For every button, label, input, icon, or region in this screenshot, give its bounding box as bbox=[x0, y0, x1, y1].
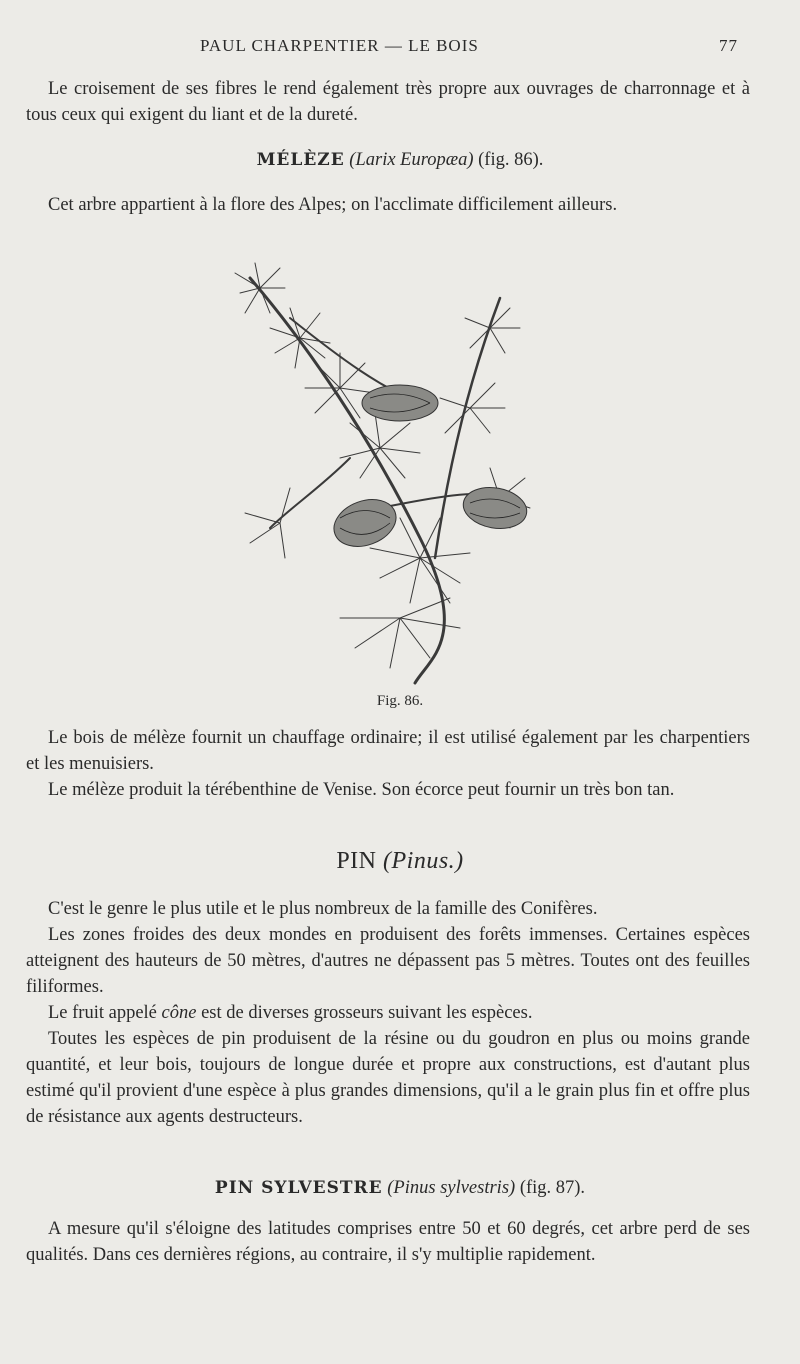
paragraph-terebenthine: Le mélèze produit la térébenthine de Venise. Son écorce peut fournir un très bon tan. bbox=[48, 780, 675, 800]
paragraph-fibres: Le croisement de ses fibres le rend également très propre aux ouvrages de charronnage et à tous ceux qui exigent du liant et de la dureté. bbox=[26, 79, 750, 125]
heading-meleze bbox=[0, 150, 800, 171]
heading-pin-latin: (Pinus.) bbox=[383, 848, 464, 874]
heading-pin bbox=[0, 848, 800, 875]
heading-pin-name: PIN bbox=[336, 848, 377, 874]
figure-caption: Fig. 86. bbox=[376, 693, 424, 709]
paragraph-resine: Toutes les espèces de pin produisent de la résine ou du goudron en plus ou moins grande quantité, et leur bois, toujours de longue durée et propre aux constructions, est d'autant plus estimé qu'il provient d'une espèce à plus grandes dimensions, qu'il a le grain plus fin et offre plus de résistance aux agents destructeurs. bbox=[26, 1029, 750, 1127]
paragraph-alpes: Cet arbre appartient à la flore des Alpes; on l'acclimate difficilement ailleurs. bbox=[48, 195, 618, 215]
heading-meleze-name: MÉLÈZE bbox=[256, 150, 345, 170]
heading-meleze-latin: (Larix Europæa) bbox=[349, 150, 474, 170]
paragraph-latitudes: A mesure qu'il s'éloigne des latitudes comprises entre 50 et 60 degrés, cet arbre perd de ses qualités. Dans ces dernières régions, au contraire, il s'y multiplie rapidement. bbox=[26, 1219, 750, 1265]
fruit-term: cône bbox=[161, 1003, 197, 1023]
heading-pin-sylvestre-name: PIN SYLVESTRE bbox=[214, 1178, 383, 1198]
fruit-text-before: Le fruit appelé bbox=[48, 1003, 162, 1023]
larch-branch-illustration bbox=[230, 258, 540, 690]
larch-branch-engraving bbox=[230, 258, 540, 690]
heading-meleze-ref: (fig. 86). bbox=[478, 150, 544, 170]
paragraph-zones: Les zones froides des deux mondes en produisent des forêts immenses. Certaines espèces atteignent des hauteurs de 50 mètres, d'autres ne dépassent pas 5 mètres. Toutes ont des feuilles filiformes. bbox=[26, 925, 750, 997]
heading-pin-sylvestre-latin: (Pinus sylvestris) bbox=[387, 1178, 516, 1198]
paragraph-genre: C'est le genre le plus utile et le plus nombreux de la famille des Conifères. bbox=[48, 899, 598, 919]
paragraph-chauffage: Le bois de mélèze fournit un chauffage ordinaire; il est utilisé également par les charpentiers et les menuisiers. bbox=[26, 728, 750, 774]
running-header bbox=[0, 36, 800, 60]
heading-pin-sylvestre-ref: (fig. 87). bbox=[519, 1178, 586, 1198]
heading-pin-sylvestre bbox=[0, 1178, 800, 1199]
running-title: PAUL CHARPENTIER — LE BOIS bbox=[200, 36, 479, 55]
paragraph-fruit bbox=[26, 1000, 750, 1026]
fruit-text-after: est de diverses grosseurs suivant les espèces. bbox=[196, 1003, 533, 1023]
page-number: 77 bbox=[719, 36, 738, 55]
